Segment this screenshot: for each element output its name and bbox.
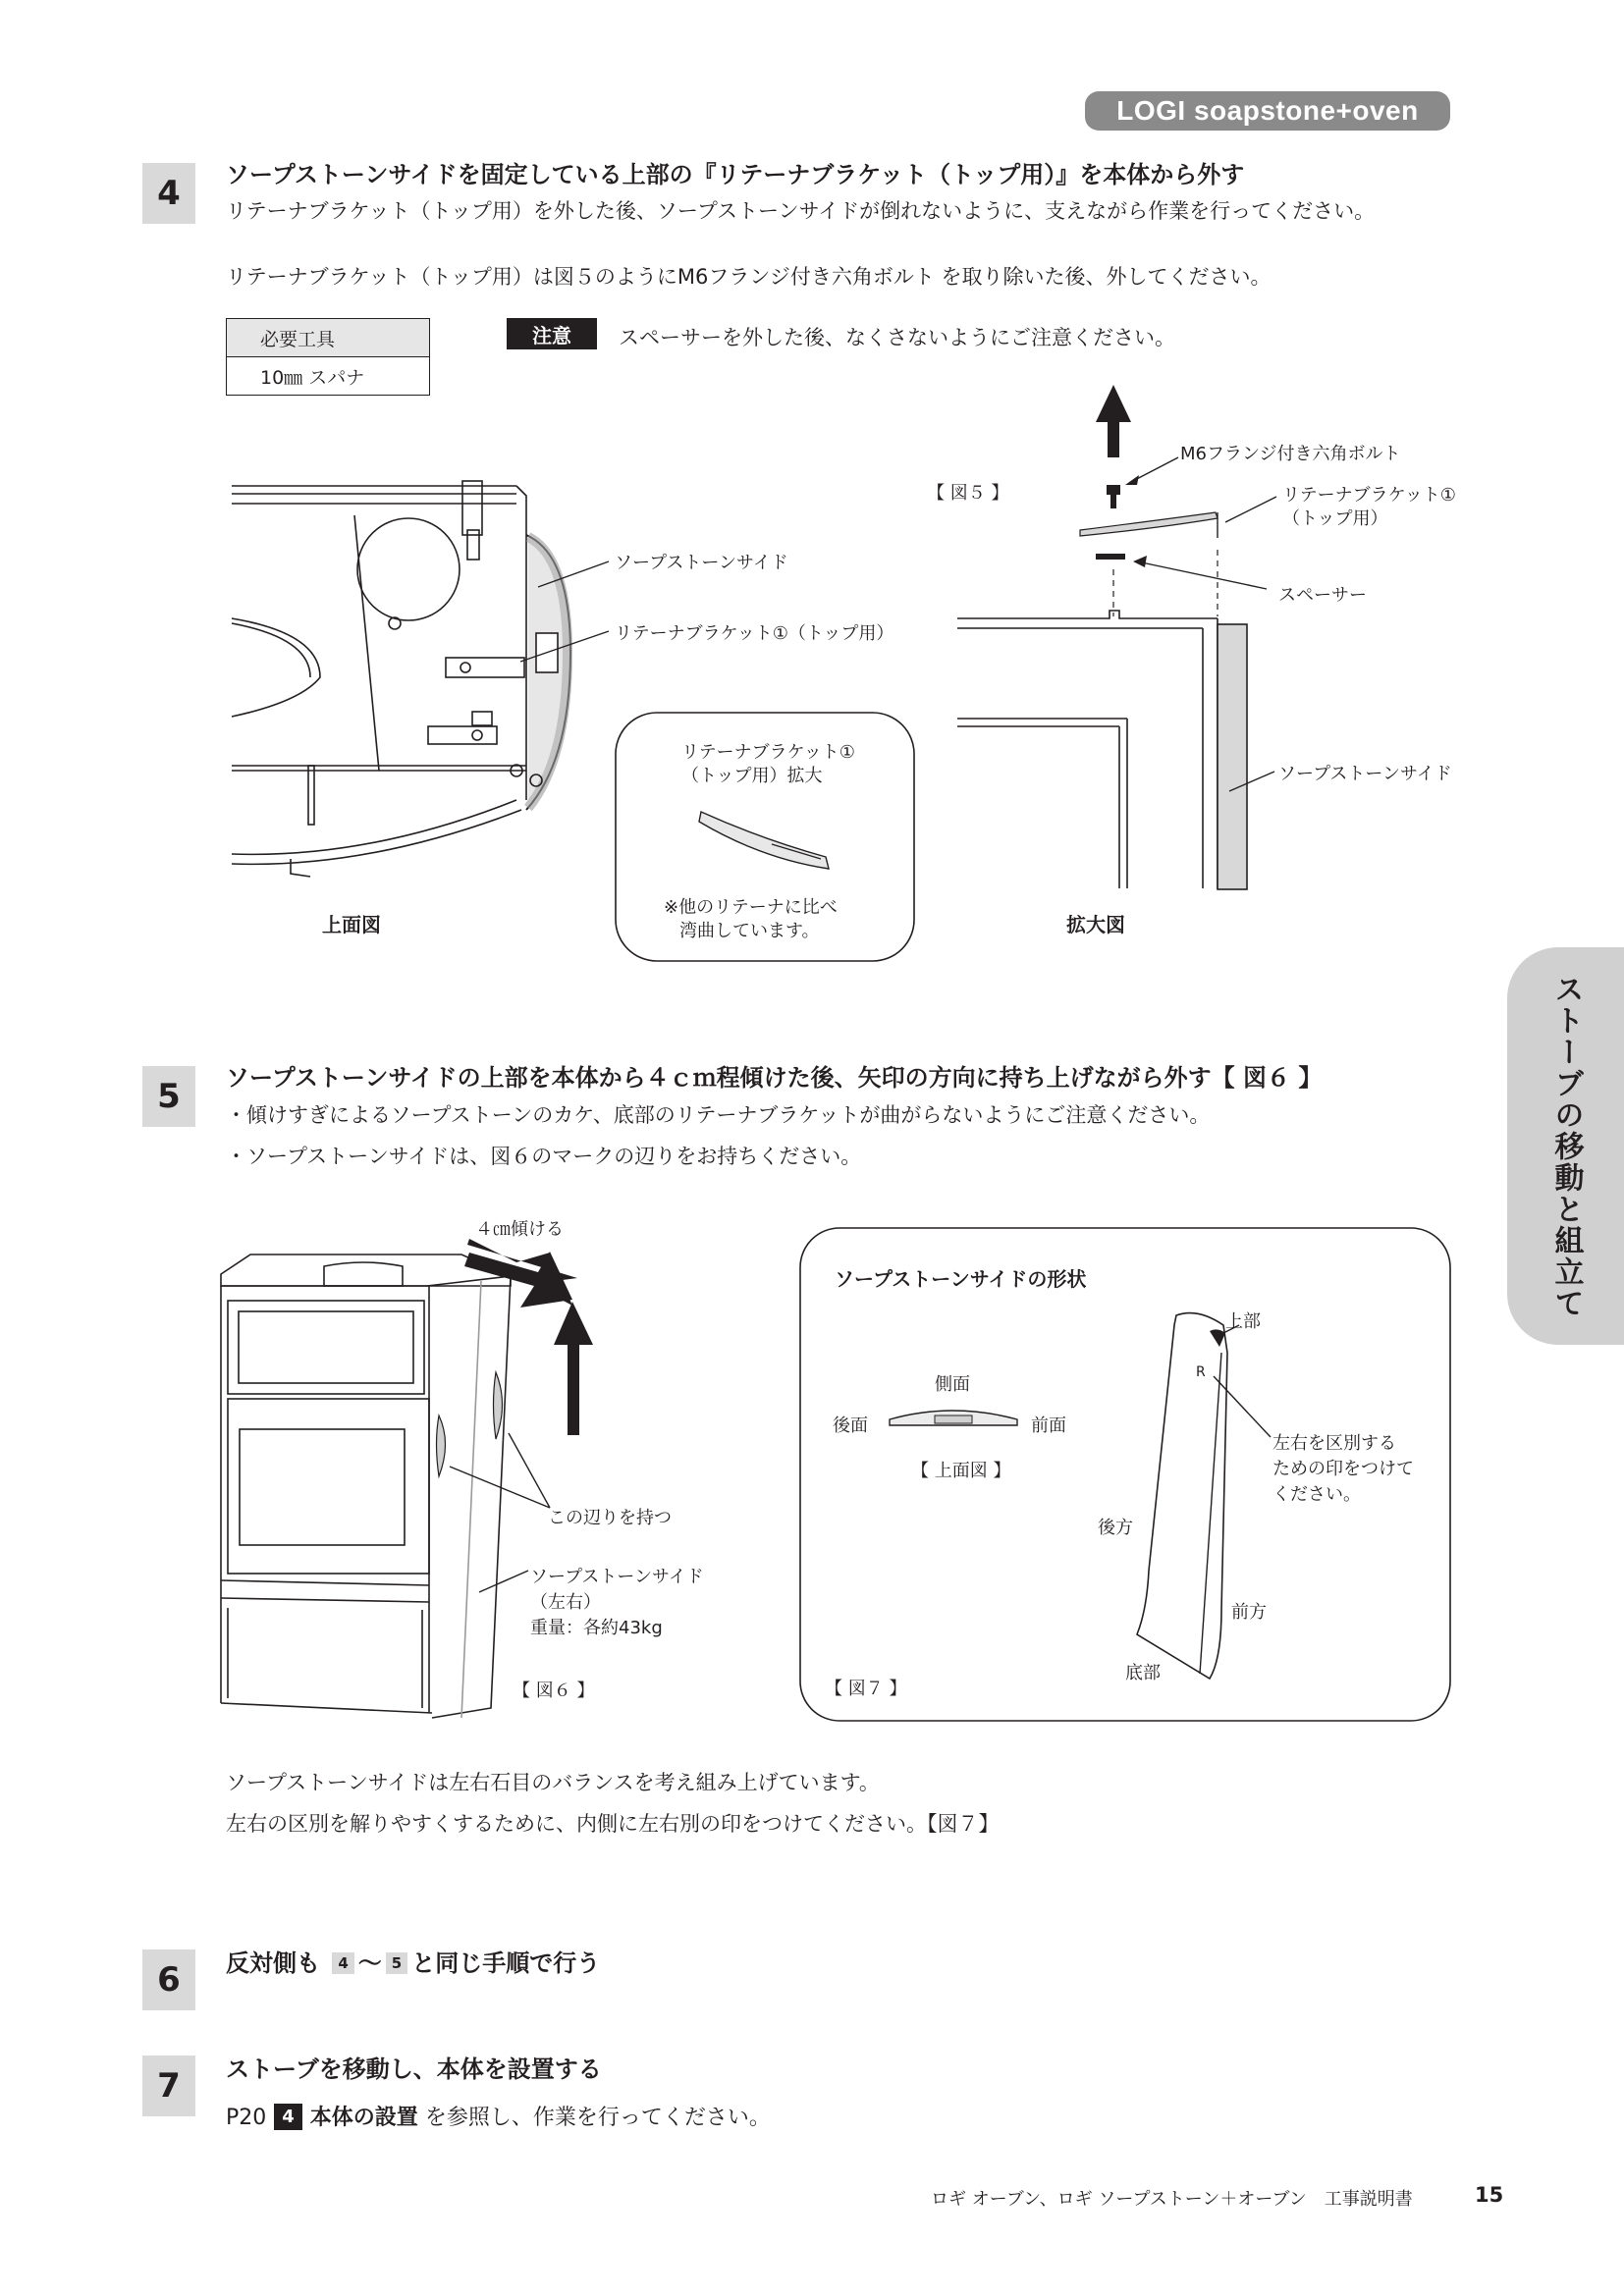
brand-label: LOGI soapstone+oven [1085, 91, 1450, 131]
fig7-mark-note-1: 左右を区別する [1272, 1433, 1396, 1454]
fig5-label-spacer: スペーサー [1278, 585, 1367, 606]
fig7-label-top: 上部 [1225, 1311, 1261, 1332]
step-7-ref-title: 本体の設置 [309, 2106, 418, 2130]
step-6-tilde: ～ [357, 1949, 382, 1977]
fig6-ref: 【 図６ 】 [513, 1681, 595, 1701]
step-4-line1: リテーナブラケット（トップ用）を外した後、ソープストーンサイドが倒れないように、支えながら作業を行ってください。 [226, 199, 1376, 223]
fig7-label-rear: 後方 [1098, 1518, 1133, 1538]
step-6-pre: 反対側も [226, 1949, 320, 1977]
step-7-tail: を参照し、作業を行ってください。 [424, 2106, 771, 2130]
caution-badge: 注意 [507, 318, 597, 349]
fig7-label-side-face: 側面 [935, 1374, 970, 1395]
step-6-number: 6 [142, 1949, 195, 2010]
fig5-label-bracket-2: （トップ用） [1282, 508, 1388, 529]
fig7-label-front: 前方 [1231, 1602, 1267, 1623]
fig6-label-weight: 重量：各約43kg [530, 1618, 663, 1638]
zoom-note-2: 湾曲しています。 [679, 921, 820, 941]
step-4-number: 4 [142, 163, 195, 224]
step-7-reference [226, 2101, 771, 2131]
step-5-number: 5 [142, 1066, 195, 1127]
fig7-label-rear-face: 後面 [833, 1415, 868, 1436]
fig6-label-side: ソープストーンサイド [530, 1567, 704, 1587]
fig7-label-top-view: 【 上面図 】 [911, 1461, 1011, 1481]
fig6-label-side-2: （左右） [530, 1592, 601, 1613]
step-6-ref-a: 4 [332, 1952, 353, 1974]
page-number: 15 [1475, 2183, 1504, 2207]
caution-text: スペーサーを外した後、なくさないようにご注意ください。 [619, 326, 1175, 349]
fig5-label-bracket: リテーナブラケット① [1282, 485, 1456, 506]
fig5-ref: 【 図５ 】 [927, 483, 1009, 504]
zoom-title: リテーナブラケット① [681, 742, 855, 763]
fig5-label-side: ソープストーンサイド [1278, 764, 1452, 784]
fig7-mark-note-3: ください。 [1272, 1484, 1361, 1505]
zoom-title-2: （トップ用）拡大 [681, 766, 823, 786]
fig7-label-front-face: 前面 [1031, 1415, 1066, 1436]
fig5-label-bolt: M6フランジ付き六角ボルト [1180, 444, 1401, 464]
step-5-bullet2: ・ソープストーンサイドは、図６のマークの辺りをお持ちください。 [226, 1145, 862, 1168]
step-5-bullet1: ・傾けすぎによるソープストーンのカケ、底部のリテーナブラケットが曲がらないようにご注意ください。 [226, 1103, 1211, 1127]
step-5-title: ソープストーンサイドの上部を本体から４ｃｍ程傾けた後、矢印の方向に持ち上げながら外す【 図６ 】 [226, 1064, 1323, 1092]
fig6-label-tilt: ４㎝傾ける [475, 1219, 564, 1240]
step-6-ref-b: 5 [386, 1952, 407, 1974]
step-6-title [226, 1944, 600, 1978]
fig7-label-bottom: 底部 [1125, 1663, 1161, 1683]
step-7-number: 7 [142, 2056, 195, 2116]
fig6-label-hold: この辺りを持つ [548, 1508, 672, 1528]
top-view-caption: 上面図 [322, 913, 381, 936]
step-7-title: ストーブを移動し、本体を設置する [226, 2056, 602, 2083]
fig5-caption: 拡大図 [1066, 913, 1125, 936]
required-tools-value: 10㎜ スパナ [260, 366, 365, 389]
step-7-ref-badge: 4 [274, 2104, 302, 2130]
step-6-post: と同じ手順で行う [411, 1949, 601, 1977]
top-view-label-side: ソープストーンサイド [615, 553, 788, 573]
step-4-title: ソープストーンサイドを固定している上部の『リテーナブラケット（トップ用）』を本体から外す [226, 161, 1245, 188]
section-side-tab-label: ストーブの移動と組立て [1548, 973, 1584, 1319]
balance-line-2: 左右の区別を解りやすくするために、内側に左右別の印をつけてください。【図７】 [226, 1812, 1000, 1836]
zoom-note: ※他のリテーナに比べ [664, 897, 838, 918]
fig7-r-mark: R [1196, 1364, 1206, 1380]
footer-doc-title: ロギ オーブン、ロギ ソープストーン＋オーブン 工事説明書 [931, 2189, 1413, 2210]
fig7-title: ソープストーンサイドの形状 [835, 1267, 1087, 1291]
step-7-page-ref: P20 [226, 2106, 267, 2130]
required-tools-header: 必要工具 [227, 319, 429, 357]
step-4-line2: リテーナブラケット（トップ用）は図５のようにM6フランジ付き六角ボルト を取り除いた後、外してください。 [226, 265, 1272, 289]
top-view-label-bracket: リテーナブラケット①（トップ用） [615, 623, 894, 644]
fig7-mark-note-2: ための印をつけて [1272, 1459, 1414, 1479]
fig7-ref: 【 図７ 】 [825, 1679, 907, 1699]
balance-line-1: ソープストーンサイドは左右石目のバランスを考え組み上げています。 [226, 1771, 880, 1794]
